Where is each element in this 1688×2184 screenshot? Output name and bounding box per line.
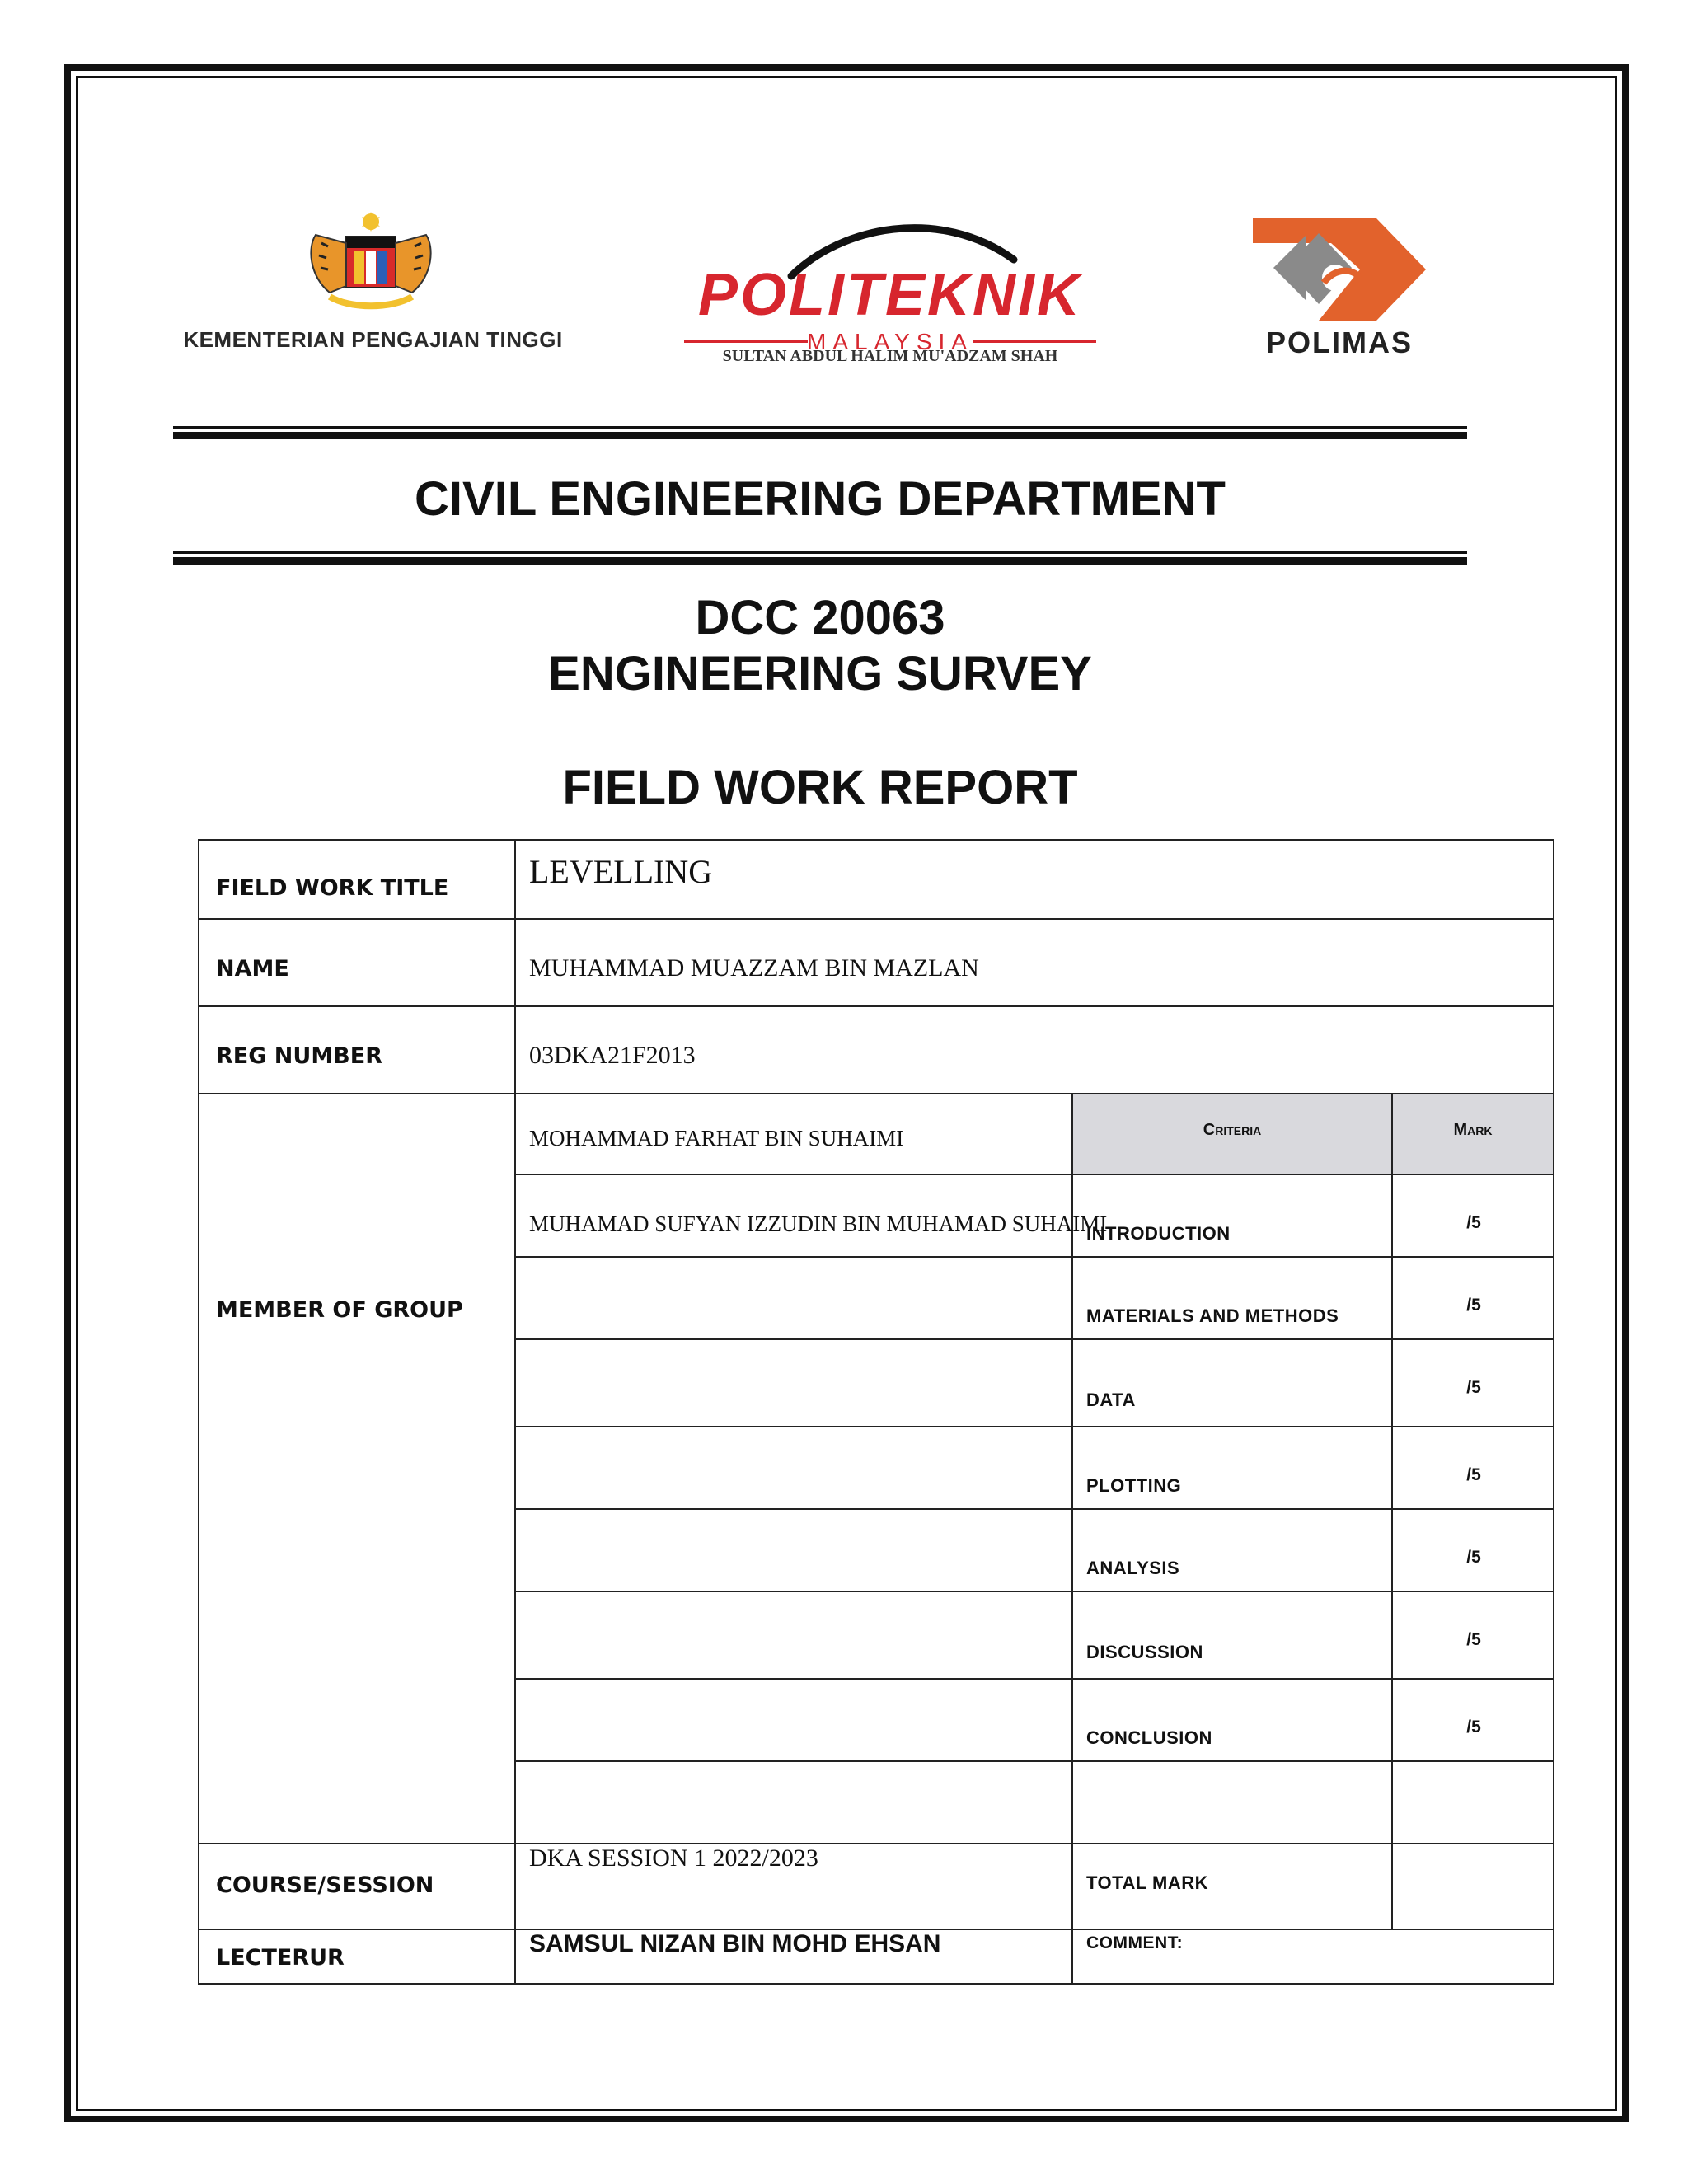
mark-value: /5: [1466, 1465, 1481, 1484]
malaysia-crest-icon: [301, 210, 441, 313]
campus-name: SULTAN ABDUL HALIM MU'ADZAM SHAH: [722, 347, 1058, 365]
course-session-label: COURSE/SESSION: [216, 1872, 434, 1898]
polimas-logo: [1236, 218, 1442, 367]
row-divider: [198, 1093, 1554, 1094]
lecturer-label: LECTERUR: [216, 1945, 345, 1971]
mark-value: /5: [1466, 1213, 1481, 1232]
politeknik-wordmark: POLITEKNIK: [697, 262, 1082, 328]
member-of-group-label: MEMBER OF GROUP: [216, 1297, 463, 1323]
row-divider: [514, 1508, 1554, 1510]
table-border: [198, 839, 1554, 841]
member-name: MUHAMAD SUFYAN IZZUDIN BIN MUHAMAD SUHAIMI: [529, 1212, 1108, 1236]
column-divider: [514, 839, 516, 1985]
table-border: [1553, 839, 1554, 1985]
course-code: DCC 20063: [695, 591, 945, 644]
politeknik-logo: [676, 210, 1104, 367]
row-divider: [514, 1256, 1554, 1258]
course-name: ENGINEERING SURVEY: [548, 647, 1092, 701]
row-divider: [514, 1760, 1554, 1762]
criteria-label: CONCLUSION: [1086, 1727, 1212, 1748]
criteria-header: Criteria: [1203, 1121, 1262, 1139]
criteria-label: ANALYSIS: [1086, 1558, 1180, 1578]
table-border: [198, 839, 199, 1985]
row-divider: [514, 1678, 1554, 1680]
comment-label: COMMENT:: [1086, 1933, 1184, 1952]
row-divider: [514, 1338, 1554, 1340]
ministry-logo: [169, 210, 577, 359]
row-divider: [198, 1005, 1554, 1007]
mark-value: /5: [1466, 1718, 1481, 1736]
criteria-label: DATA: [1086, 1390, 1136, 1410]
row-divider: [198, 1843, 1554, 1844]
field-work-title-label: FIELD WORK TITLE: [216, 875, 449, 901]
row-divider: [514, 1426, 1554, 1427]
malaysia-wordmark: MALAYSIA: [807, 329, 973, 354]
table-border: [198, 1983, 1554, 1985]
mark-value: /5: [1466, 1378, 1481, 1397]
report-title: FIELD WORK REPORT: [562, 761, 1078, 814]
name-label: NAME: [216, 956, 289, 982]
reg-number-value: 03DKA21F2013: [529, 1042, 696, 1069]
mark-header: Mark: [1453, 1121, 1493, 1139]
mark-value: /5: [1466, 1630, 1481, 1649]
row-divider: [514, 1174, 1554, 1175]
reg-number-label: REG NUMBER: [216, 1043, 382, 1069]
polimas-emblem-icon: [1253, 218, 1426, 326]
lecturer-value: SAMSUL NIZAN BIN MOHD EHSAN: [529, 1930, 941, 1957]
criteria-label: INTRODUCTION: [1086, 1223, 1231, 1244]
mark-value: /5: [1466, 1296, 1481, 1315]
criteria-label: PLOTTING: [1086, 1475, 1182, 1496]
row-divider: [198, 918, 1554, 920]
member-name: MOHAMMAD FARHAT BIN SUHAIMI: [529, 1126, 904, 1151]
department-title: CIVIL ENGINEERING DEPARTMENT: [415, 472, 1226, 526]
ministry-name: KEMENTERIAN PENGAJIAN TINGGI: [183, 327, 563, 352]
heading-rule-top: [173, 426, 1467, 439]
row-divider: [514, 1591, 1554, 1592]
total-mark-label: TOTAL MARK: [1086, 1872, 1208, 1893]
criteria-label: DISCUSSION: [1086, 1642, 1203, 1662]
heading-rule-bottom: [173, 551, 1467, 565]
mark-value: /5: [1466, 1548, 1481, 1567]
criteria-label: MATERIALS AND METHODS: [1086, 1305, 1339, 1326]
field-work-title-value: LEVELLING: [529, 853, 713, 890]
name-value: MUHAMMAD MUAZZAM BIN MAZLAN: [529, 954, 979, 982]
polimas-wordmark: POLIMAS: [1265, 326, 1413, 359]
course-session-value: DKA SESSION 1 2022/2023: [529, 1844, 818, 1872]
